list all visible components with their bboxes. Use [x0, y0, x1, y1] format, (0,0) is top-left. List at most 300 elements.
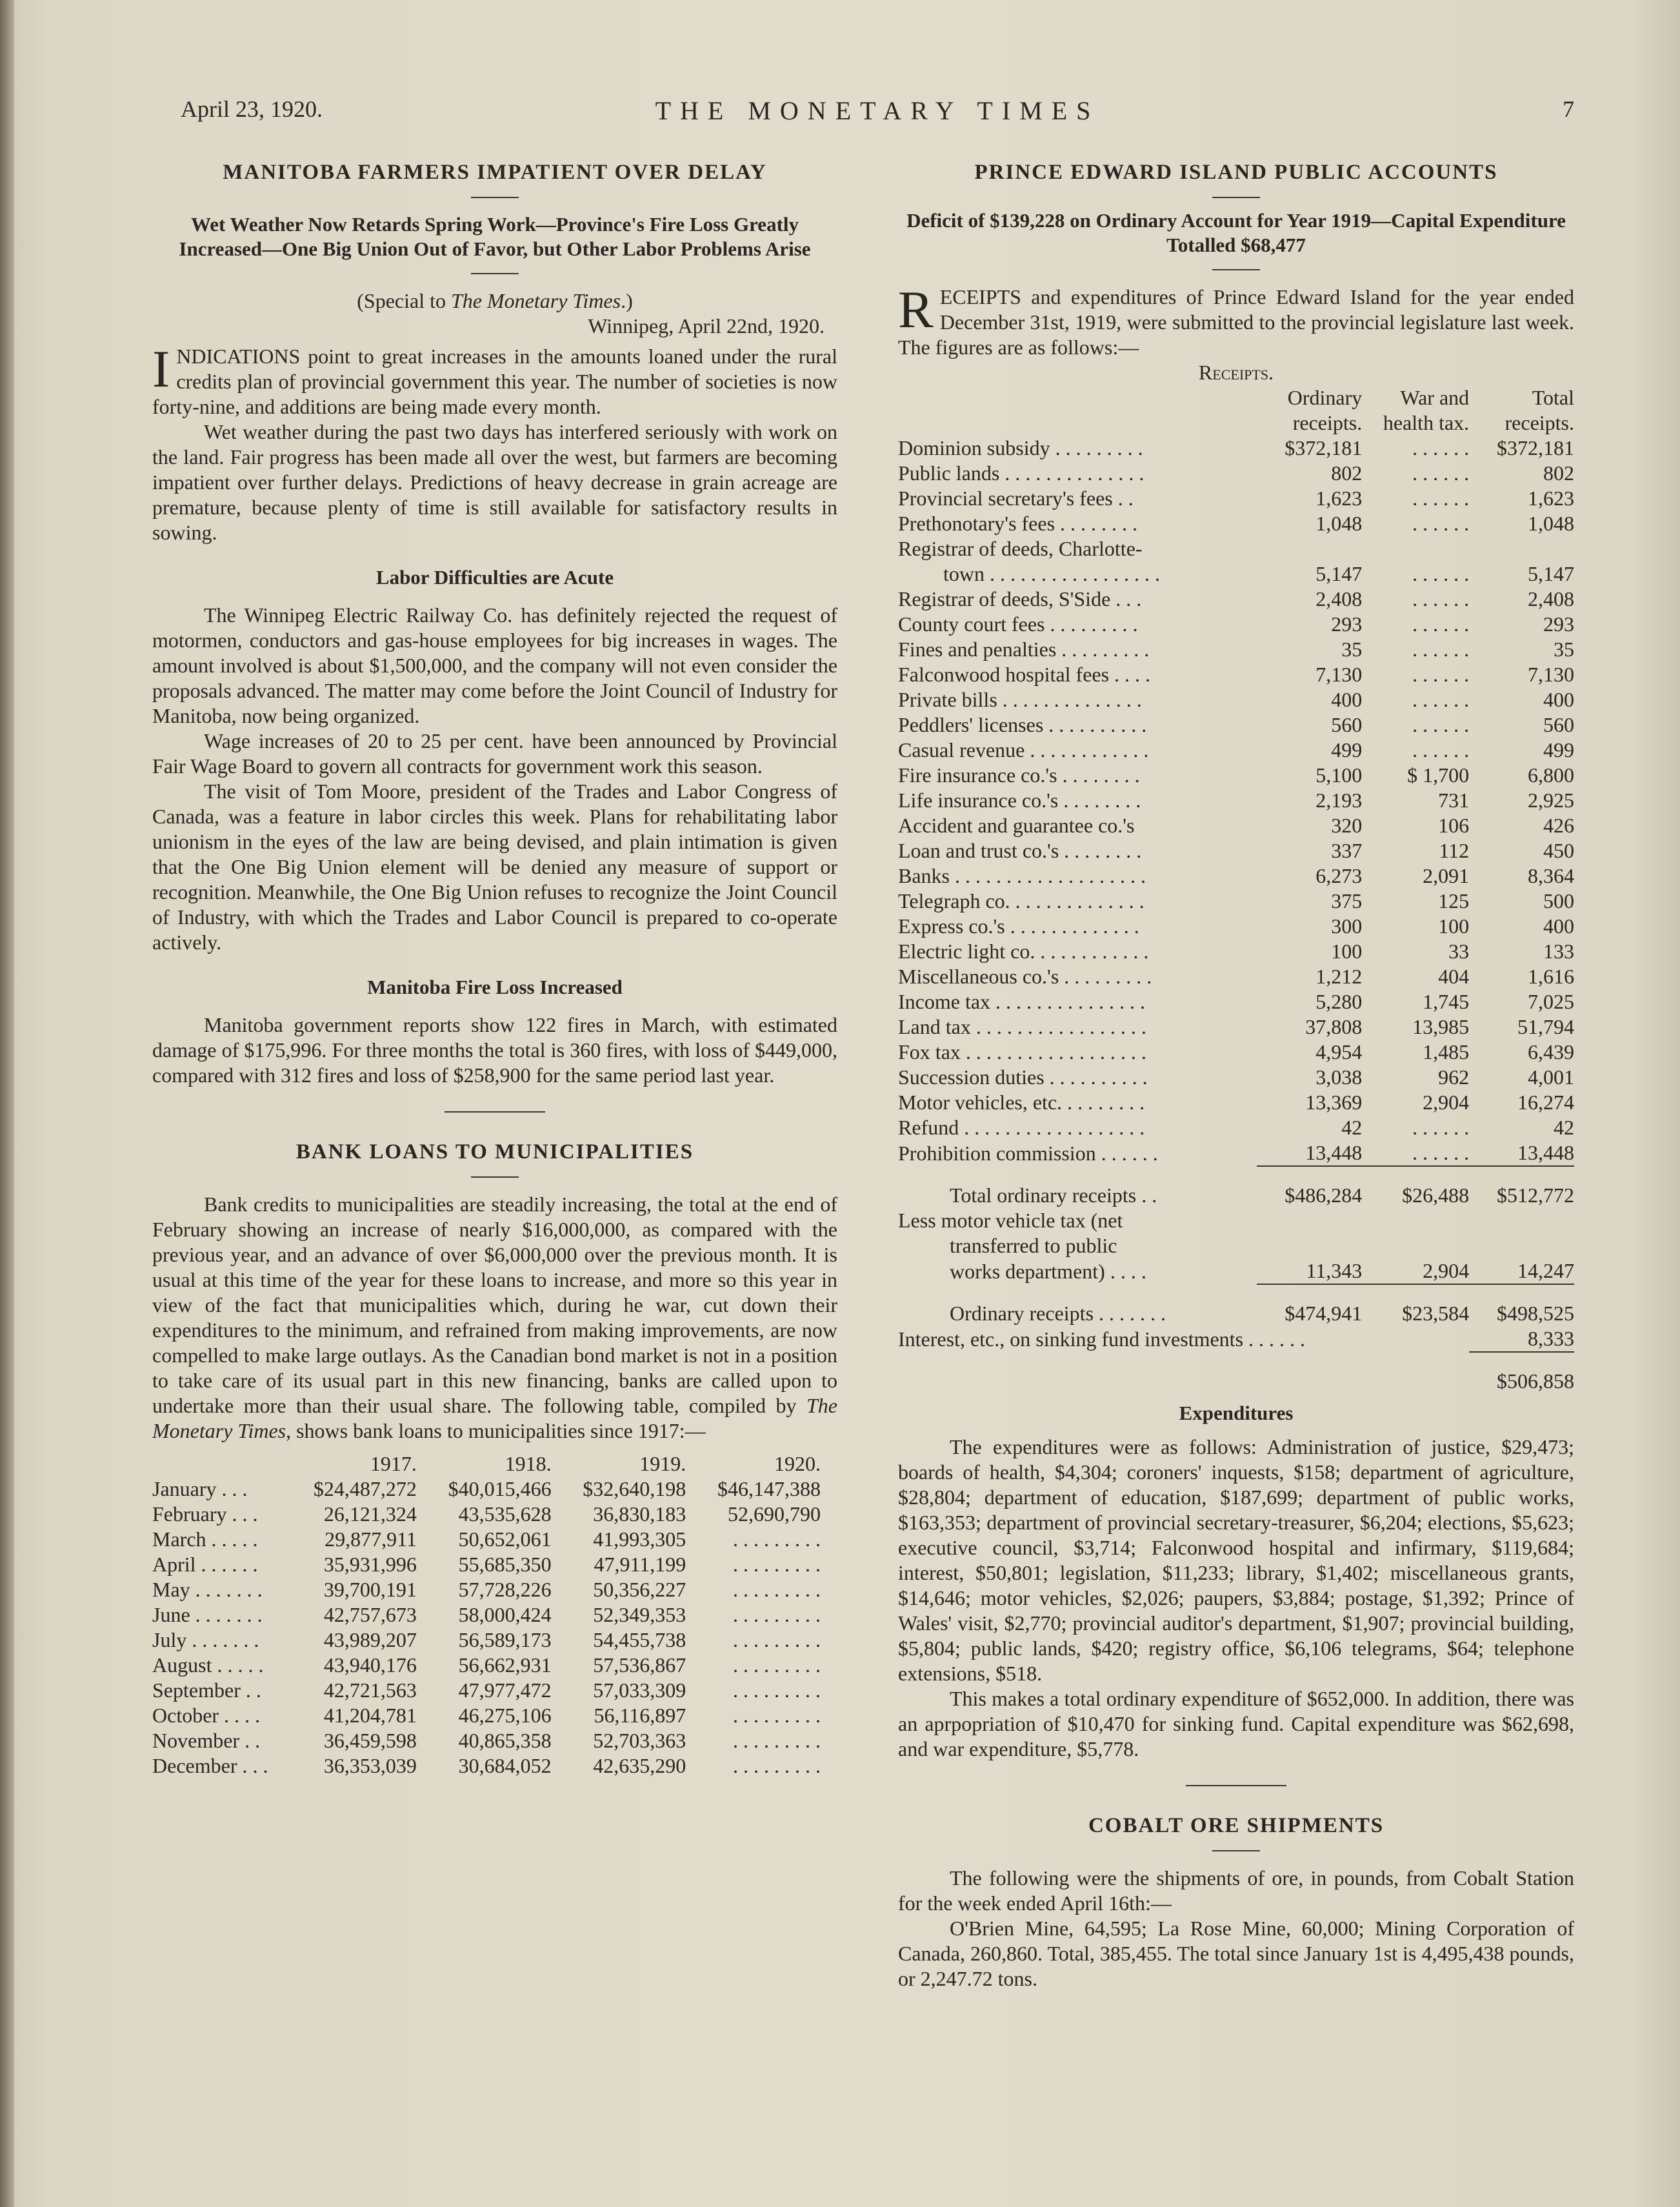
table-row — [898, 863, 1574, 889]
value-total: 14,247 — [1517, 1259, 1574, 1282]
paragraph — [898, 280, 1574, 360]
value-total: 500 — [1543, 889, 1574, 912]
publication-name: The Monetary Times — [152, 1394, 837, 1442]
value-war-health: . . . . . . — [1412, 1116, 1470, 1139]
table-row — [152, 1577, 830, 1602]
paragraph: The Winnipeg Electric Railway Co. has definitely rejected the request of motormen, conductors and gas-house employees for big increases in wages. The amount involved is about $1,500,000, and the company will not even consider the proposals advanced. The matter may come before the Joint Council of Industry for Manitoba, now being organized. — [152, 603, 837, 727]
table-row — [898, 687, 1574, 712]
value-ordinary: 35 — [1341, 638, 1363, 661]
value-total: 6,800 — [1528, 763, 1574, 787]
row-label: Total ordinary receipts . . — [950, 1184, 1157, 1207]
article-deck: Wet Weather Now Retards Spring Work—Province's Fire Loss Greatly Increased—One Big Union Out of Favor, but Other Labor Problems Arise — [179, 213, 811, 260]
paragraph-text: ECEIPTS and expenditures of Prince Edward Island for the year ended December 31st, 1919, were submitted to the provincial legislature last week. The figures are as follows:— — [898, 285, 1574, 359]
column-header-ordinary — [1257, 385, 1362, 436]
table-row — [898, 612, 1574, 637]
value-ordinary: 300 — [1331, 914, 1363, 938]
table-row — [898, 788, 1574, 813]
paragraph: The visit of Tom Moore, president of the Trades and Labor Congress of Canada, was a feature in labor circles this week. Plans for rehabilitating labor unionism in the eyes of the law are being devised, and plain intimation is given that the One Big Union element will be denied any measure of support or recognition. Meanwhile, the One Big Union refuses to recognize the Joint Council of Industry, with which the Trades and Labor Council is prepared to co-operate actively. — [152, 780, 837, 954]
value-total: 426 — [1543, 814, 1574, 837]
sum-rule — [1257, 1166, 1362, 1183]
table-row — [898, 1115, 1574, 1140]
subheading: Labor Difficulties are Acute — [375, 566, 614, 589]
article-manitoba — [152, 160, 837, 1088]
table-row — [898, 461, 1574, 486]
header-line: Total — [1532, 386, 1574, 409]
value-war-health — [1362, 536, 1469, 561]
loan-amount: . . . . . . . . . — [733, 1527, 821, 1551]
row-label: County court fees . . . . . . . . . — [898, 612, 1138, 636]
table-row — [898, 662, 1574, 687]
loan-amount: . . . . . . . . . — [733, 1704, 821, 1727]
divider — [1212, 197, 1260, 198]
article-title: BANK LOANS TO MUNICIPALITIES — [295, 1140, 694, 1164]
value-ordinary: 6,273 — [1315, 864, 1363, 887]
column-header-total — [1469, 385, 1574, 436]
value-ordinary: 1,048 — [1315, 512, 1363, 535]
table-row — [898, 1040, 1574, 1065]
loan-amount: $40,015,466 — [448, 1477, 552, 1500]
loan-amount: 57,728,226 — [458, 1578, 552, 1601]
loan-amount: . . . . . . . . . — [733, 1603, 821, 1626]
row-label: Loan and trust co.'s . . . . . . . . — [898, 839, 1142, 862]
value-war-health: . . . . . . — [1412, 562, 1470, 585]
value-ordinary: 5,147 — [1315, 562, 1363, 585]
month-label: February . . . — [152, 1502, 258, 1526]
row-label: Falconwood hospital fees . . . . — [898, 663, 1151, 686]
loan-amount: 54,455,738 — [593, 1628, 686, 1651]
dateline: Winnipeg, April 22nd, 1920. — [588, 314, 825, 338]
month-label: April . . . . . . — [152, 1553, 258, 1576]
empty-cell — [898, 1369, 1469, 1394]
loan-amount: 52,690,790 — [728, 1502, 821, 1526]
loan-amount: . . . . . . . . . — [733, 1729, 821, 1752]
value-total: 499 — [1543, 738, 1574, 761]
loan-amount: 40,865,358 — [458, 1729, 552, 1752]
row-label: Casual revenue . . . . . . . . . . . . — [898, 738, 1149, 761]
table-row — [898, 989, 1574, 1014]
value-total: $498,525 — [1497, 1302, 1574, 1325]
loan-amount: 42,635,290 — [593, 1754, 686, 1777]
loan-amount: $46,147,388 — [717, 1477, 821, 1500]
table-row — [152, 1628, 830, 1653]
row-label: Ordinary receipts . . . . . . . — [950, 1302, 1166, 1325]
month-column-header — [152, 1451, 291, 1476]
header-line: receipts. — [1292, 411, 1363, 434]
value-war-health: $ 1,700 — [1407, 763, 1470, 787]
month-label: December . . . — [152, 1754, 268, 1777]
value-war-health: 100 — [1438, 914, 1470, 938]
table-row — [898, 889, 1574, 914]
sum-rule — [1469, 1352, 1574, 1369]
year-header: 1917. — [370, 1452, 417, 1475]
loan-amount: 42,721,563 — [323, 1678, 417, 1702]
row-label: Land tax . . . . . . . . . . . . . . . . . — [898, 1015, 1146, 1038]
loan-amount: . . . . . . . . . — [733, 1553, 821, 1576]
value-total: 1,048 — [1528, 512, 1574, 535]
value-total: 35 — [1554, 638, 1574, 661]
value-total: $372,181 — [1497, 436, 1574, 459]
value-war-health: . . . . . . — [1412, 638, 1470, 661]
sum-rule — [1469, 1284, 1574, 1301]
value-war-health: 731 — [1438, 789, 1470, 812]
ordinary-receipts-row — [898, 1301, 1574, 1326]
value-total: 5,147 — [1528, 562, 1574, 585]
table-row — [152, 1527, 830, 1552]
month-label: January . . . — [152, 1477, 248, 1500]
loan-amount: 56,662,931 — [458, 1653, 552, 1677]
empty-cell — [1257, 1208, 1362, 1233]
bank-loans-body — [152, 1476, 830, 1779]
table-row — [152, 1728, 830, 1753]
loan-amount: 52,349,353 — [593, 1603, 686, 1626]
table-row — [898, 712, 1574, 738]
value-ordinary: 337 — [1331, 839, 1363, 862]
row-label: Interest, etc., on sinking fund investments . . . . . . — [898, 1327, 1306, 1351]
row-label: Fines and penalties . . . . . . . . . — [898, 638, 1150, 661]
right-column — [898, 160, 1574, 1991]
special-credit-publication: The Monetary Times — [450, 289, 621, 312]
value-total: 42 — [1554, 1116, 1574, 1139]
divider — [471, 1176, 519, 1178]
month-label: June . . . . . . . — [152, 1603, 263, 1626]
value-total: 450 — [1543, 839, 1574, 862]
table-row — [898, 939, 1574, 964]
table-row — [898, 763, 1574, 788]
value-ordinary: 375 — [1331, 889, 1363, 912]
paragraph: Wage increases of 20 to 25 per cent. have been announced by Provincial Fair Wage Board to govern all contracts for government work this season. — [152, 729, 837, 778]
loan-amount: 55,685,350 — [458, 1553, 552, 1576]
row-label: Less motor vehicle tax (net — [898, 1209, 1123, 1232]
interest-row — [898, 1326, 1574, 1352]
row-label: Provincial secretary's fees . . — [898, 487, 1134, 510]
table-row — [898, 1065, 1574, 1090]
sum-rule — [1362, 1166, 1469, 1183]
value-total: 4,001 — [1528, 1065, 1574, 1089]
table-row — [152, 1703, 830, 1728]
sum-rule — [1469, 1166, 1574, 1183]
value-ordinary — [1257, 536, 1362, 561]
row-label: Income tax . . . . . . . . . . . . . . . — [898, 990, 1146, 1013]
empty-cell — [1362, 1233, 1469, 1258]
bank-loans-table — [152, 1451, 830, 1779]
table-row — [898, 536, 1574, 561]
value-war-health: $26,488 — [1402, 1184, 1470, 1207]
value-war-health: . . . . . . — [1412, 738, 1470, 761]
article-separator — [1186, 1785, 1286, 1786]
loan-amount: 46,275,106 — [458, 1704, 552, 1727]
table-row — [152, 1602, 830, 1628]
value-total: 1,616 — [1528, 965, 1574, 988]
month-label: July . . . . . . . — [152, 1628, 259, 1651]
value-ordinary: 11,343 — [1306, 1259, 1363, 1282]
table-row — [152, 1678, 830, 1703]
paragraph-text: NDICATIONS point to great increases in the amounts loaned under the rural credits plan of provincial government this year. The number of societies is now forty-nine, and additions are being made every month. — [152, 345, 837, 418]
value-war-health: 962 — [1438, 1065, 1470, 1089]
value-ordinary: 293 — [1331, 612, 1363, 636]
page-number: 7 — [1563, 96, 1574, 122]
table-header-row — [152, 1451, 830, 1476]
sum-rule-row — [898, 1284, 1574, 1301]
loan-amount: . . . . . . . . . — [733, 1754, 821, 1777]
grand-total-row — [898, 1369, 1574, 1394]
value-ordinary: 1,212 — [1315, 965, 1363, 988]
table-row — [898, 1090, 1574, 1115]
loan-amount: 47,977,472 — [458, 1678, 552, 1702]
article-cobalt — [898, 1813, 1574, 1991]
loan-amount: 30,684,052 — [458, 1754, 552, 1777]
value-ordinary: 3,038 — [1315, 1065, 1363, 1089]
loan-amount: 39,700,191 — [323, 1578, 417, 1601]
loan-amount: 36,830,183 — [593, 1502, 686, 1526]
article-bank-loans — [152, 1140, 837, 1779]
receipts-totals — [898, 1166, 1574, 1394]
loan-amount: 43,535,628 — [458, 1502, 552, 1526]
loan-amount: 52,703,363 — [593, 1729, 686, 1752]
page-binding-edge — [0, 0, 14, 2207]
header-line: Ordinary — [1287, 386, 1363, 409]
label-column-header — [898, 385, 1257, 436]
table-row — [898, 587, 1574, 612]
value-war-health: 106 — [1438, 814, 1470, 837]
value-total: 16,274 — [1517, 1091, 1574, 1114]
value-ordinary: 2,408 — [1315, 587, 1363, 610]
month-label: November . . — [152, 1729, 261, 1752]
value-war-health: $23,584 — [1402, 1302, 1470, 1325]
loan-amount: $24,487,272 — [313, 1477, 417, 1500]
loan-amount: . . . . . . . . . — [733, 1578, 821, 1601]
row-label: Prohibition commission . . . . . . — [898, 1141, 1158, 1165]
value-total: $512,772 — [1497, 1184, 1574, 1207]
value-ordinary: 560 — [1331, 713, 1363, 736]
loan-amount: 26,121,324 — [323, 1502, 417, 1526]
spacer-cell — [898, 1352, 1469, 1369]
loan-amount: 50,652,061 — [458, 1527, 552, 1551]
loan-amount: 43,989,207 — [323, 1628, 417, 1651]
empty-cell — [1469, 1233, 1574, 1258]
value-war-health: . . . . . . — [1412, 663, 1470, 686]
loan-amount: 35,931,996 — [323, 1553, 417, 1576]
row-label: transferred to public — [950, 1234, 1117, 1257]
value-ordinary: 42 — [1341, 1116, 1363, 1139]
empty-cell — [1257, 1233, 1362, 1258]
month-label: March . . . . . — [152, 1527, 258, 1551]
loan-amount: 41,204,781 — [323, 1704, 417, 1727]
value-war-health: . . . . . . — [1412, 512, 1470, 535]
total-ordinary-row — [898, 1183, 1574, 1208]
row-label: works department) . . . . — [950, 1259, 1146, 1283]
value-war-health: . . . . . . — [1412, 461, 1470, 485]
year-header: 1919. — [639, 1452, 686, 1475]
divider — [471, 273, 519, 274]
value-war-health: 1,485 — [1423, 1040, 1470, 1063]
special-credit — [152, 288, 837, 314]
article-title: COBALT ORE SHIPMENTS — [1088, 1814, 1385, 1837]
year-header: 1918. — [505, 1452, 552, 1475]
row-label: Dominion subsidy . . . . . . . . . — [898, 436, 1143, 459]
article-deck: Deficit of $139,228 on Ordinary Account for Year 1919—Capital Expenditure Totalled $68,477 — [906, 209, 1566, 256]
table-row — [152, 1653, 830, 1678]
value-ordinary: $486,284 — [1285, 1184, 1363, 1207]
row-label: Electric light co. . . . . . . . . . . . — [898, 940, 1149, 963]
table-row — [898, 738, 1574, 763]
spacer-cell — [898, 1166, 1257, 1183]
article-pei-accounts — [898, 160, 1574, 1762]
value-total: 400 — [1543, 688, 1574, 711]
value-war-health: . . . . . . — [1412, 713, 1470, 736]
paragraph: The following were the shipments of ore, in pounds, from Cobalt Station for the week ended April 16th:— — [898, 1866, 1574, 1915]
header-date: April 23, 1920. — [181, 96, 323, 122]
table-header-row — [898, 385, 1574, 436]
subheading: Expenditures — [1179, 1402, 1294, 1424]
value-war-health: . . . . . . — [1412, 1141, 1470, 1164]
loan-amount: 58,000,424 — [458, 1603, 552, 1626]
loan-amount: 29,877,911 — [325, 1527, 417, 1551]
row-label: Telegraph co. . . . . . . . . . . . . . — [898, 889, 1145, 912]
value-ordinary: 5,280 — [1315, 990, 1363, 1013]
value-total: 2,408 — [1528, 587, 1574, 610]
receipts-table — [898, 385, 1574, 1394]
loan-amount: 57,536,867 — [593, 1653, 686, 1677]
article-separator — [445, 1111, 545, 1113]
value-ordinary: 13,448 — [1305, 1141, 1363, 1164]
row-label: Public lands . . . . . . . . . . . . . . — [898, 461, 1145, 485]
table-row — [898, 838, 1574, 863]
row-label: Prethonotary's fees . . . . . . . . — [898, 512, 1138, 535]
drop-cap: R — [898, 280, 934, 339]
value-ordinary: 320 — [1331, 814, 1363, 837]
value-total: 1,623 — [1528, 487, 1574, 510]
value-ordinary: 37,808 — [1305, 1015, 1363, 1038]
loan-amount: . . . . . . . . . — [733, 1678, 821, 1702]
value-total: 2,925 — [1528, 789, 1574, 812]
loan-amount: 56,589,173 — [458, 1628, 552, 1651]
loan-amount: 47,911,199 — [594, 1553, 686, 1576]
table-row — [152, 1502, 830, 1527]
value-total: 293 — [1543, 612, 1574, 636]
value-war-health: . . . . . . — [1412, 436, 1470, 459]
table-row — [898, 964, 1574, 989]
value-war-health: 2,904 — [1423, 1091, 1470, 1114]
month-label: October . . . . — [152, 1704, 261, 1727]
value-war-health: 125 — [1438, 889, 1470, 912]
value-ordinary: 4,954 — [1315, 1040, 1363, 1063]
sum-rule-row — [898, 1352, 1574, 1369]
table-row — [898, 436, 1574, 461]
paragraph-text: , shows bank loans to municipalities since 1917:— — [286, 1419, 706, 1442]
receipts-body — [898, 436, 1574, 1166]
article-title: MANITOBA FARMERS IMPATIENT OVER DELAY — [223, 161, 767, 184]
table-row — [898, 637, 1574, 662]
loan-amount: 42,757,673 — [323, 1603, 417, 1626]
value-war-health: . . . . . . — [1412, 688, 1470, 711]
paragraph-text: Bank credits to municipalities are steadily increasing, the total at the end of February showing an increase of nearly $16,000,000, as compared with the previous year, and an advance of over $6,000,000 over the previous month. It is usual at this time of the year for these loans to increase, and more so this year in view of the fact that municipalities which, during he war, cut down their expenditures to the minimum, and refrained from making improvements, are now compelled to make large outlays. As the Canadian bond market is not in a position to take care of its usual part in this new financing, banks are called upon to undertake more than their usual share. The following table, compiled by — [152, 1193, 837, 1417]
less-motor-row — [898, 1208, 1574, 1233]
article-title: PRINCE EDWARD ISLAND PUBLIC ACCOUNTS — [974, 161, 1498, 184]
sum-rule-row — [898, 1166, 1574, 1183]
value-ordinary: 13,369 — [1305, 1091, 1363, 1114]
value-total: 6,439 — [1528, 1040, 1574, 1063]
value-total: 802 — [1543, 461, 1574, 485]
value-ordinary: 100 — [1331, 940, 1363, 963]
divider — [1212, 1850, 1260, 1851]
table-row — [898, 1014, 1574, 1040]
row-label: Registrar of deeds, S'Side . . . — [898, 587, 1142, 610]
value-total: 560 — [1543, 713, 1574, 736]
table-row — [898, 486, 1574, 511]
grand-total: $506,858 — [1497, 1369, 1574, 1393]
header-line: War and — [1400, 386, 1470, 409]
row-label: Private bills . . . . . . . . . . . . . . — [898, 688, 1142, 711]
loan-amount: 50,356,227 — [593, 1578, 686, 1601]
value-ordinary: 1,623 — [1315, 487, 1363, 510]
value-ordinary: $372,181 — [1285, 436, 1363, 459]
year-header: 1920. — [774, 1452, 821, 1475]
drop-cap: I — [152, 339, 170, 398]
value-war-health: 33 — [1448, 940, 1470, 963]
left-column — [152, 160, 837, 1779]
row-label: Succession duties . . . . . . . . . . — [898, 1065, 1148, 1089]
row-label: Accident and guarantee co.'s — [898, 814, 1135, 837]
loan-amount: 36,459,598 — [323, 1729, 417, 1752]
value-total: 51,794 — [1517, 1015, 1574, 1038]
table-row — [898, 914, 1574, 939]
loan-amount: 36,353,039 — [323, 1754, 417, 1777]
table-row — [898, 813, 1574, 838]
row-label: Life insurance co.'s . . . . . . . . — [898, 789, 1141, 812]
value-war-health: . . . . . . — [1412, 587, 1470, 610]
value-ordinary: 400 — [1331, 688, 1363, 711]
spacer-cell — [898, 1284, 1257, 1301]
table-row — [898, 1140, 1574, 1166]
value-war-health: . . . . . . — [1412, 612, 1470, 636]
empty-cell — [1362, 1208, 1469, 1233]
table-row — [898, 561, 1574, 587]
table-row — [152, 1552, 830, 1577]
month-label: August . . . . . — [152, 1653, 264, 1677]
row-label: Peddlers' licenses . . . . . . . . . . — [898, 713, 1147, 736]
row-label: Express co.'s . . . . . . . . . . . . . — [898, 914, 1139, 938]
value-total: 7,130 — [1528, 663, 1574, 686]
column-header-war-health — [1362, 385, 1469, 436]
sum-rule — [1257, 1284, 1362, 1301]
value-ordinary: 7,130 — [1315, 663, 1363, 686]
loan-amount: . . . . . . . . . — [733, 1653, 821, 1677]
loan-amount: . . . . . . . . . — [733, 1628, 821, 1651]
loan-amount: 57,033,309 — [593, 1678, 686, 1702]
value-war-health: 112 — [1439, 839, 1470, 862]
table-row — [152, 1476, 830, 1502]
value-war-health: 2,091 — [1423, 864, 1470, 887]
less-motor-row — [898, 1233, 1574, 1258]
header-line: health tax. — [1383, 411, 1470, 434]
special-credit-pre: (Special to — [357, 289, 451, 312]
month-label: September . . — [152, 1678, 261, 1702]
publication-title: THE MONETARY TIMES — [655, 96, 1100, 125]
value-ordinary: 5,100 — [1315, 763, 1363, 787]
value-ordinary: 802 — [1331, 461, 1363, 485]
value-war-health: 404 — [1438, 965, 1470, 988]
less-motor-row — [898, 1258, 1574, 1284]
value-total: 400 — [1543, 914, 1574, 938]
value-total: 8,364 — [1528, 864, 1574, 887]
paragraph: Manitoba government reports show 122 fires in March, with estimated damage of $175,996. For three months the total is 360 fires, with loss of $449,000, compared with 312 fires and loss of $258,900 for the same period last year. — [152, 1013, 837, 1087]
row-label: Fire insurance co.'s . . . . . . . . — [898, 763, 1140, 787]
loan-amount: 56,116,897 — [594, 1704, 686, 1727]
loan-amount: 41,993,305 — [593, 1527, 686, 1551]
row-label: Motor vehicles, etc. . . . . . . . . — [898, 1091, 1145, 1114]
value-total: 7,025 — [1528, 990, 1574, 1013]
row-label: Refund . . . . . . . . . . . . . . . . . . — [898, 1116, 1145, 1139]
